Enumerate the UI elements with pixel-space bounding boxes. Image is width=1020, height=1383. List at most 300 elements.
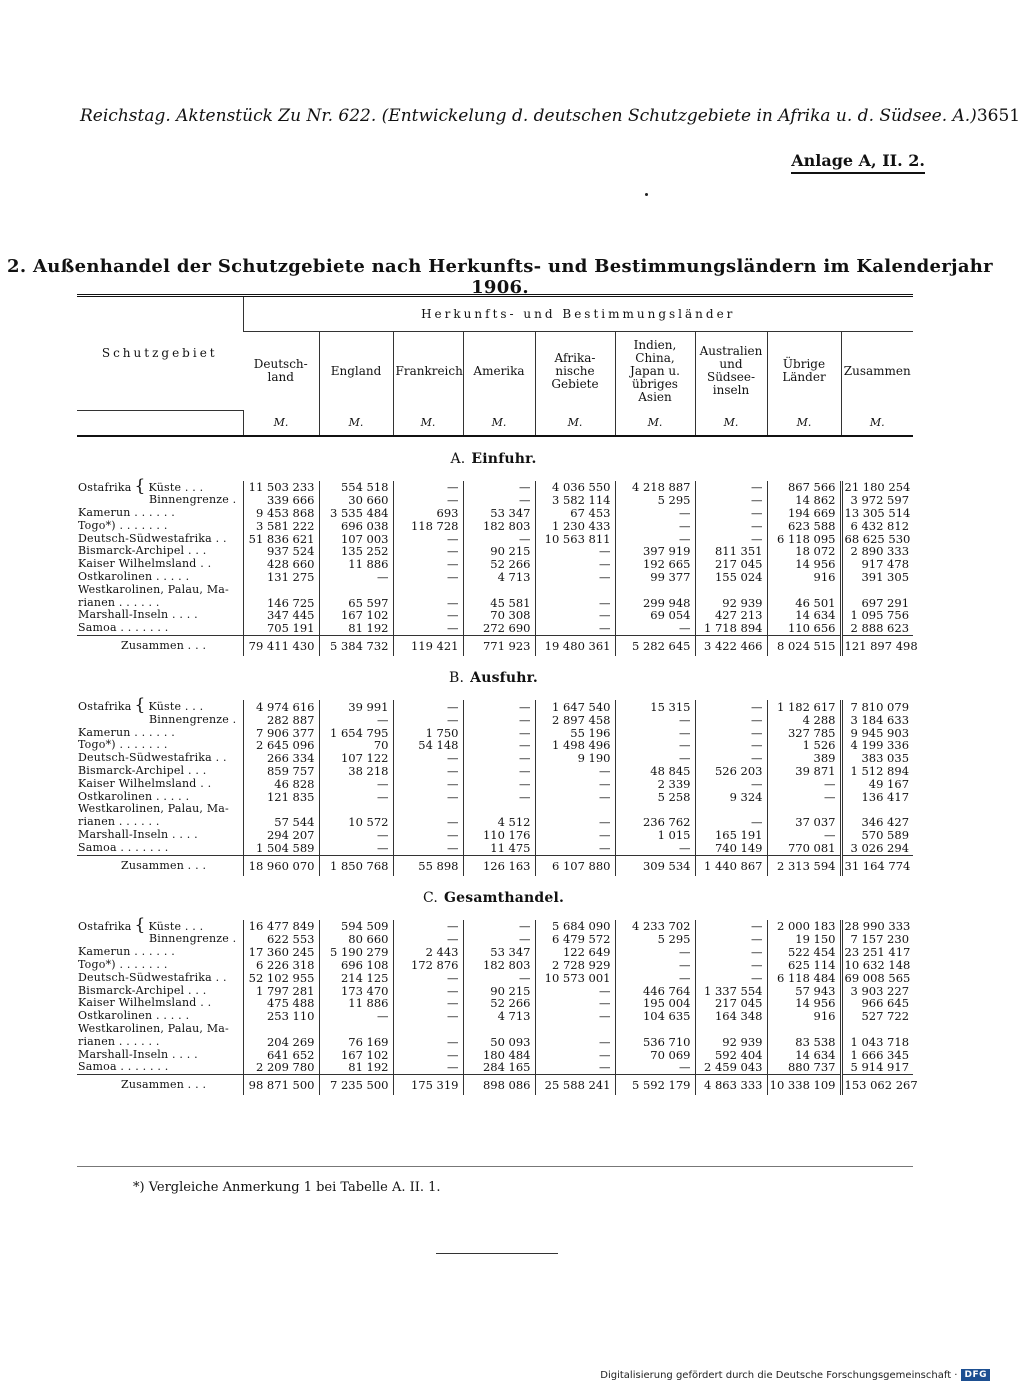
- ostafrika-label: Ostafrika: [78, 919, 132, 933]
- table-cell: 4 288: [767, 714, 841, 727]
- table-cell: [319, 584, 393, 597]
- section-letter: A.: [450, 450, 466, 467]
- table-cell: 57 943: [767, 985, 841, 998]
- dfg-credit: [600, 1369, 990, 1381]
- table-cell: 5 258: [615, 791, 695, 804]
- table-cell: 522 454: [767, 946, 841, 959]
- table-cell: 770 081: [767, 842, 841, 855]
- table-cell: —: [767, 791, 841, 804]
- table-cell: —: [535, 558, 615, 571]
- running-head: [80, 106, 1020, 126]
- table-cell: 7 906 377: [243, 727, 319, 740]
- table-cell: 697 291: [841, 597, 913, 610]
- table-cell: 6 118 095: [767, 533, 841, 546]
- total-cell: 98 871 500: [243, 1075, 319, 1096]
- table-cell: 57 544: [243, 816, 319, 829]
- table-cell: 107 003: [319, 533, 393, 546]
- row-label-text: Kaiser Wilhelmsland . .: [78, 996, 212, 1010]
- section-heading-row: [77, 876, 913, 920]
- table-cell: 104 635: [615, 1010, 695, 1023]
- total-cell: 3 422 466: [695, 636, 767, 657]
- table-cell: 299 948: [615, 597, 695, 610]
- row-label-text: Küste . . .: [148, 700, 204, 714]
- table-cell: 9 945 903: [841, 727, 913, 740]
- table-cell: 11 886: [319, 997, 393, 1010]
- ostafrika-label: Ostafrika: [78, 480, 132, 494]
- table-cell: 6 118 484: [767, 972, 841, 985]
- table-cell: —: [463, 920, 535, 934]
- total-cell: 6 107 880: [535, 855, 615, 876]
- total-cell: 153 062 267: [841, 1075, 913, 1096]
- table-cell: 167 102: [319, 1049, 393, 1062]
- row-label-text: Bismarck-Archipel . . .: [78, 544, 207, 558]
- table-cell: 2 209 780: [243, 1061, 319, 1074]
- table-cell: 966 645: [841, 997, 913, 1010]
- table-cell: —: [319, 714, 393, 727]
- table-row: [77, 803, 913, 816]
- table-cell: —: [695, 533, 767, 546]
- table-cell: —: [319, 829, 393, 842]
- table-cell: —: [695, 972, 767, 985]
- table-cell: 135 252: [319, 545, 393, 558]
- row-label-text: Bismarck-Archipel . . .: [78, 983, 207, 997]
- unit-label: M.: [841, 410, 913, 436]
- table-cell: —: [393, 609, 463, 622]
- section-name: Gesamthandel.: [444, 889, 565, 906]
- table-cell: —: [393, 545, 463, 558]
- table-cell: 81 192: [319, 1061, 393, 1074]
- table-row: [77, 829, 913, 842]
- table-cell: 118 728: [393, 520, 463, 533]
- total-cell: 10 338 109: [767, 1075, 841, 1096]
- table-cell: 2 645 096: [243, 739, 319, 752]
- running-head-title: Reichstag. Aktenstück Zu Nr. 622. (Entwickelung d. deutschen Schutzgebiete in Afrika u. d. Südsee. A.): [80, 106, 977, 126]
- row-label-text: Kamerun . . . . . .: [78, 725, 175, 739]
- row-label-text: Samoa . . . . . . .: [78, 840, 169, 854]
- table-cell: —: [463, 533, 535, 546]
- row-label-text: Ostkarolinen . . . . .: [78, 1009, 190, 1023]
- table-cell: —: [695, 714, 767, 727]
- table-cell: —: [463, 714, 535, 727]
- table-cell: —: [463, 700, 535, 714]
- table-cell: 49 167: [841, 778, 913, 791]
- row-label-text: Togo*) . . . . . . .: [78, 738, 168, 752]
- table-cell: 17 360 245: [243, 946, 319, 959]
- dfg-logo-icon: DFG: [961, 1369, 990, 1381]
- trade-table-grid: [77, 294, 918, 1095]
- table-cell: 180 484: [463, 1049, 535, 1062]
- table-cell: —: [393, 1049, 463, 1062]
- total-cell: 7 235 500: [319, 1075, 393, 1096]
- table-cell: 696 108: [319, 959, 393, 972]
- table-cell: 173 470: [319, 985, 393, 998]
- table-cell: 867 566: [767, 481, 841, 495]
- table-cell: 696 038: [319, 520, 393, 533]
- table-cell: —: [393, 622, 463, 635]
- table-cell: —: [393, 533, 463, 546]
- total-cell: 771 923: [463, 636, 535, 657]
- table-cell: —: [393, 920, 463, 934]
- table-cell: —: [615, 959, 695, 972]
- table-cell: [319, 1023, 393, 1036]
- table-cell: 623 588: [767, 520, 841, 533]
- unit-label: M.: [319, 410, 393, 436]
- brace-icon: {: [134, 914, 146, 935]
- table-cell: 38 218: [319, 765, 393, 778]
- unit-label: M.: [695, 410, 767, 436]
- unit-label: M.: [463, 410, 535, 436]
- table-cell: 1 647 540: [535, 700, 615, 714]
- table-cell: [615, 584, 695, 597]
- table-cell: —: [535, 597, 615, 610]
- table-cell: —: [615, 739, 695, 752]
- table-cell: 70: [319, 739, 393, 752]
- total-row: [77, 855, 913, 876]
- table-cell: —: [463, 765, 535, 778]
- row-label-text: Togo*) . . . . . . .: [78, 958, 168, 972]
- table-row: [77, 1036, 913, 1049]
- section-letter: C.: [422, 889, 439, 906]
- table-row: [77, 622, 913, 635]
- unit-label: M.: [767, 410, 841, 436]
- table-cell: 146 725: [243, 597, 319, 610]
- table-cell: 69 054: [615, 609, 695, 622]
- table-cell: 18 072: [767, 545, 841, 558]
- table-cell: 53 347: [463, 946, 535, 959]
- table-cell: 917 478: [841, 558, 913, 571]
- table-cell: 2 000 183: [767, 920, 841, 934]
- total-row: [77, 636, 913, 657]
- table-header: [77, 296, 913, 436]
- row-label-text: Deutsch-Südwestafrika . .: [78, 531, 227, 545]
- row-label-text: Samoa . . . . . . .: [78, 621, 169, 635]
- table-cell: 4 512: [463, 816, 535, 829]
- table-cell: 92 939: [695, 597, 767, 610]
- col-header: Australien und Südsee-inseln: [695, 332, 767, 411]
- table-cell: —: [463, 933, 535, 946]
- table-cell: —: [463, 972, 535, 985]
- table-cell: 740 149: [695, 842, 767, 855]
- table-cell: —: [615, 714, 695, 727]
- table-cell: 2 888 623: [841, 622, 913, 635]
- table-cell: 859 757: [243, 765, 319, 778]
- row-label: [77, 914, 243, 935]
- table-cell: [463, 1023, 535, 1036]
- table-cell: 4 713: [463, 571, 535, 584]
- row-label-text: Westkarolinen, Palau, Ma-: [78, 582, 229, 596]
- table-cell: 427 213: [695, 609, 767, 622]
- table-row: [77, 714, 913, 727]
- col-header: Afrika-nische Gebiete: [535, 332, 615, 411]
- table-body: [77, 436, 918, 1096]
- table-row: [77, 778, 913, 791]
- table-cell: 55 196: [535, 727, 615, 740]
- table-cell: 693: [393, 507, 463, 520]
- table-cell: 253 110: [243, 1010, 319, 1023]
- table-cell: 167 102: [319, 609, 393, 622]
- table-cell: 5 295: [615, 933, 695, 946]
- table-cell: 131 275: [243, 571, 319, 584]
- table-bottom-rule: [77, 1166, 913, 1167]
- print-speck: [645, 193, 648, 196]
- table-cell: 811 351: [695, 545, 767, 558]
- total-cell: 2 313 594: [767, 855, 841, 876]
- table-cell: —: [695, 494, 767, 507]
- total-cell: 31 164 774: [841, 855, 913, 876]
- table-cell: 69 008 565: [841, 972, 913, 985]
- row-label-text: Deutsch-Südwestafrika . .: [78, 751, 227, 765]
- section-letter: B.: [449, 670, 465, 687]
- table-row: [77, 727, 913, 740]
- table-cell: 3 026 294: [841, 842, 913, 855]
- table-cell: —: [319, 1010, 393, 1023]
- col-header: Amerika: [463, 332, 535, 411]
- table-cell: —: [615, 1061, 695, 1074]
- table-cell: 14 862: [767, 494, 841, 507]
- total-cell: 19 480 361: [535, 636, 615, 657]
- table-cell: —: [535, 1036, 615, 1049]
- table-cell: —: [393, 997, 463, 1010]
- table-cell: 622 553: [243, 933, 319, 946]
- total-cell: 309 534: [615, 855, 695, 876]
- table-cell: 11 503 233: [243, 481, 319, 495]
- section-name: Ausfuhr.: [470, 670, 539, 687]
- header-lead: Schutzgebiet: [77, 296, 243, 411]
- table-cell: 121 835: [243, 791, 319, 804]
- table-cell: 214 125: [319, 972, 393, 985]
- dfg-credit-text: Digitalisierung gefördert durch die Deutsche Forschungsgemeinschaft ·: [600, 1369, 958, 1381]
- table-cell: 9 453 868: [243, 507, 319, 520]
- table-cell: 282 887: [243, 714, 319, 727]
- table-row: [77, 481, 913, 495]
- table-cell: —: [767, 778, 841, 791]
- table-row: [77, 842, 913, 855]
- table-row: [77, 507, 913, 520]
- table-cell: 13 305 514: [841, 507, 913, 520]
- table-cell: —: [695, 920, 767, 934]
- table-cell: 68 625 530: [841, 533, 913, 546]
- table-cell: 1 526: [767, 739, 841, 752]
- table-cell: 204 269: [243, 1036, 319, 1049]
- row-label-text: Westkarolinen, Palau, Ma-: [78, 1022, 229, 1035]
- total-cell: 126 163: [463, 855, 535, 876]
- table-cell: —: [463, 778, 535, 791]
- table-cell: 14 634: [767, 609, 841, 622]
- total-cell: 4 863 333: [695, 1075, 767, 1096]
- table-cell: 4 713: [463, 1010, 535, 1023]
- table-cell: 266 334: [243, 752, 319, 765]
- table-cell: —: [393, 985, 463, 998]
- table-cell: 107 122: [319, 752, 393, 765]
- table-cell: 2 890 333: [841, 545, 913, 558]
- table-cell: —: [393, 765, 463, 778]
- table-cell: —: [319, 778, 393, 791]
- unit-label: M.: [393, 410, 463, 436]
- unit-spacer: [77, 410, 243, 436]
- table-cell: 391 305: [841, 571, 913, 584]
- table-cell: —: [695, 520, 767, 533]
- table-row: [77, 920, 913, 934]
- table-cell: 165 191: [695, 829, 767, 842]
- table-cell: —: [695, 752, 767, 765]
- table-cell: 3 184 633: [841, 714, 913, 727]
- col-header: Übrige Länder: [767, 332, 841, 411]
- table-cell: [243, 584, 319, 597]
- table-cell: 3 535 484: [319, 507, 393, 520]
- table-cell: 916: [767, 1010, 841, 1023]
- table-cell: —: [695, 933, 767, 946]
- table-cell: 45 581: [463, 597, 535, 610]
- table-cell: 3 581 222: [243, 520, 319, 533]
- table-cell: 526 203: [695, 765, 767, 778]
- section-heading: [77, 436, 913, 481]
- table-cell: 9 324: [695, 791, 767, 804]
- table-cell: 52 102 955: [243, 972, 319, 985]
- table-cell: 10 573 001: [535, 972, 615, 985]
- table-cell: 7 810 079: [841, 700, 913, 714]
- table-cell: 46 828: [243, 778, 319, 791]
- row-label-text: Deutsch-Südwestafrika . .: [78, 970, 227, 984]
- table-cell: 92 939: [695, 1036, 767, 1049]
- table-cell: —: [393, 597, 463, 610]
- table-cell: 346 427: [841, 816, 913, 829]
- table-cell: 389: [767, 752, 841, 765]
- table-cell: 641 652: [243, 1049, 319, 1062]
- table-cell: [393, 1023, 463, 1036]
- table-cell: 11 475: [463, 842, 535, 855]
- table-cell: —: [535, 765, 615, 778]
- row-label-text: Westkarolinen, Palau, Ma-: [78, 802, 229, 816]
- table-cell: —: [695, 946, 767, 959]
- table-cell: 10 632 148: [841, 959, 913, 972]
- table-cell: 83 538: [767, 1036, 841, 1049]
- table-cell: 81 192: [319, 622, 393, 635]
- table-cell: 3 582 114: [535, 494, 615, 507]
- anlage-label: Anlage A, II. 2.: [791, 151, 925, 174]
- table-cell: 2 443: [393, 946, 463, 959]
- table-cell: 4 233 702: [615, 920, 695, 934]
- table-cell: —: [535, 545, 615, 558]
- table-cell: —: [393, 1010, 463, 1023]
- row-label-text: Marshall-Inseln . . . .: [78, 1047, 198, 1061]
- unit-label: M.: [243, 410, 319, 436]
- table-cell: 594 509: [319, 920, 393, 934]
- table-cell: —: [535, 778, 615, 791]
- table-cell: 15 315: [615, 700, 695, 714]
- table-cell: 294 207: [243, 829, 319, 842]
- total-label: Zusammen . . .: [77, 636, 243, 657]
- total-row: [77, 1075, 913, 1096]
- table-cell: —: [615, 752, 695, 765]
- row-label-text: Küste . . .: [148, 480, 204, 494]
- table-cell: 52 266: [463, 997, 535, 1010]
- row-label-text: Kamerun . . . . . .: [78, 506, 175, 520]
- row-label-text: rianen . . . . . .: [78, 1034, 160, 1048]
- table-cell: —: [535, 1061, 615, 1074]
- table-cell: 536 710: [615, 1036, 695, 1049]
- table-cell: 1 666 345: [841, 1049, 913, 1062]
- total-cell: 175 319: [393, 1075, 463, 1096]
- table-cell: 182 803: [463, 959, 535, 972]
- table-cell: 48 845: [615, 765, 695, 778]
- table-cell: 70 308: [463, 609, 535, 622]
- table-cell: —: [615, 520, 695, 533]
- table-cell: [463, 584, 535, 597]
- table-row: [77, 700, 913, 714]
- table-cell: 383 035: [841, 752, 913, 765]
- table-cell: [841, 1023, 913, 1036]
- table-cell: 14 956: [767, 558, 841, 571]
- table-cell: [841, 584, 913, 597]
- table-cell: —: [615, 507, 695, 520]
- table-row: [77, 558, 913, 571]
- table-cell: 7 157 230: [841, 933, 913, 946]
- unit-label: M.: [535, 410, 615, 436]
- row-label: [77, 842, 243, 855]
- table-cell: 30 660: [319, 494, 393, 507]
- row-label-text: Küste . . .: [148, 919, 204, 933]
- table-cell: —: [695, 481, 767, 495]
- row-label-text: Kaiser Wilhelmsland . .: [78, 776, 212, 790]
- table-cell: 50 093: [463, 1036, 535, 1049]
- brace-icon: {: [134, 695, 146, 716]
- row-label-text: rianen . . . . . .: [78, 815, 160, 829]
- row-label-text: Kaiser Wilhelmsland . .: [78, 557, 212, 571]
- row-label-text: Ostkarolinen . . . . .: [78, 570, 190, 584]
- table-cell: [535, 584, 615, 597]
- total-cell: 121 897 498: [841, 636, 913, 657]
- table-cell: 1 750: [393, 727, 463, 740]
- table-cell: 1 512 894: [841, 765, 913, 778]
- table-title: 2. Außenhandel der Schutzgebiete nach Herkunfts- und Bestimmungsländern im Kalenderjahr 1906.: [7, 256, 993, 298]
- table-cell: —: [535, 842, 615, 855]
- row-label-text: Samoa . . . . . . .: [78, 1060, 169, 1074]
- table-cell: 1 015: [615, 829, 695, 842]
- table-cell: 6 479 572: [535, 933, 615, 946]
- table-cell: 570 589: [841, 829, 913, 842]
- ostafrika-label: Ostafrika: [78, 700, 132, 714]
- table-cell: 554 518: [319, 481, 393, 495]
- table-cell: 2 339: [615, 778, 695, 791]
- total-cell: 8 024 515: [767, 636, 841, 657]
- total-cell: 5 384 732: [319, 636, 393, 657]
- table-cell: 194 669: [767, 507, 841, 520]
- table-cell: [393, 584, 463, 597]
- table-cell: —: [535, 609, 615, 622]
- table-cell: —: [393, 933, 463, 946]
- table-cell: —: [615, 533, 695, 546]
- table-cell: 1 230 433: [535, 520, 615, 533]
- table-cell: 284 165: [463, 1061, 535, 1074]
- table-cell: —: [393, 752, 463, 765]
- table-cell: 70 069: [615, 1049, 695, 1062]
- total-label: Zusammen . . .: [77, 855, 243, 876]
- table-cell: 19 150: [767, 933, 841, 946]
- table-cell: —: [393, 972, 463, 985]
- table-cell: 23 251 417: [841, 946, 913, 959]
- table-cell: 155 024: [695, 571, 767, 584]
- table-cell: —: [767, 829, 841, 842]
- table-cell: 705 191: [243, 622, 319, 635]
- row-label-text: Binnengrenze .: [149, 493, 237, 507]
- row-label-text: rianen . . . . . .: [78, 595, 160, 609]
- table-cell: 10 572: [319, 816, 393, 829]
- table-cell: 76 169: [319, 1036, 393, 1049]
- table-cell: —: [393, 494, 463, 507]
- section-heading: [77, 876, 913, 920]
- table-cell: 3 972 597: [841, 494, 913, 507]
- table-cell: 14 956: [767, 997, 841, 1010]
